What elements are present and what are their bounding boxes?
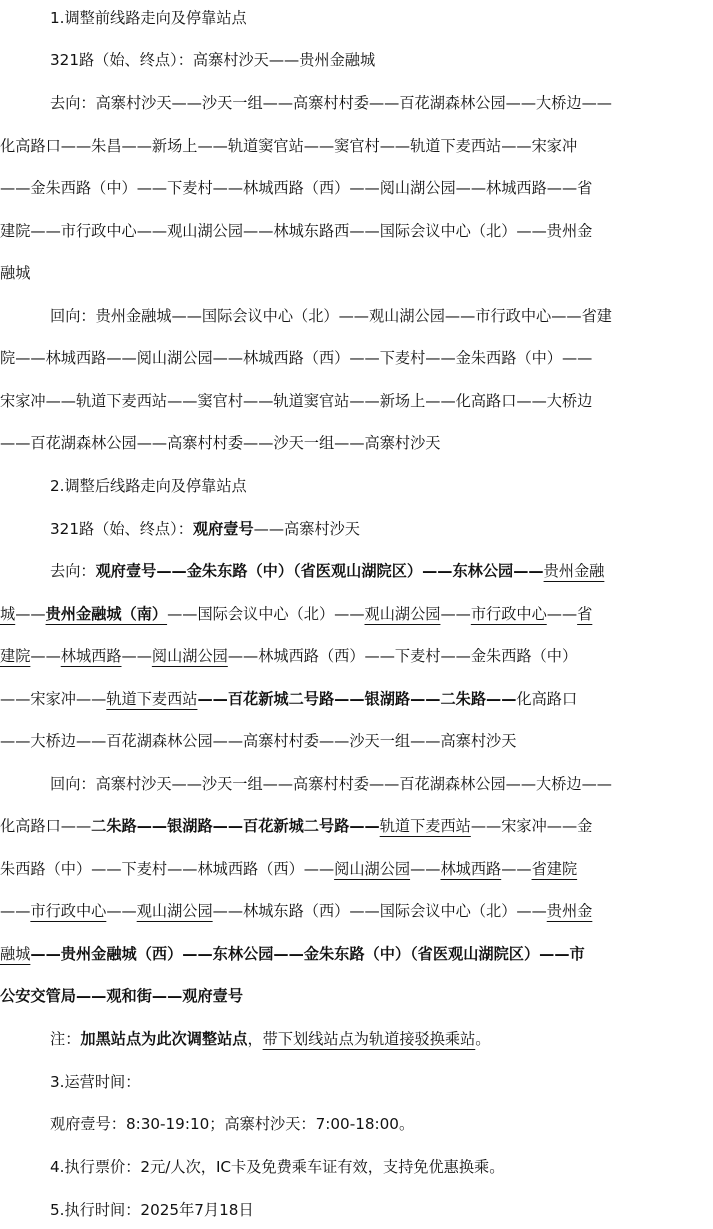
rail-transfer-stop: 市行政中心 <box>30 902 107 920</box>
note-prefix: 注： <box>50 1030 81 1048</box>
before-outbound-line: 建院——市行政中心——观山湖公园——林城东路西——国际会议中心（北）——贵州金 <box>0 222 593 240</box>
operating-heading: 3.运营时间： <box>50 1073 141 1091</box>
rail-transfer-stop: 阅山湖公园 <box>334 860 411 878</box>
after-inbound-line <box>0 854 713 884</box>
terminals-value: 高寨村沙天——贵州金融城 <box>192 51 376 69</box>
effective-date: 5.执行时间：2025年7月18日 <box>50 1201 254 1219</box>
legend-note <box>0 1024 713 1054</box>
rail-transfer-stop: 林城西路 <box>60 647 122 665</box>
section-before-terminals <box>0 45 713 75</box>
terminals-label: 321路（始、终点）： <box>50 520 193 538</box>
after-outbound-line <box>0 641 713 671</box>
before-inbound-line: 宋家冲——轨道下麦西站——窦官村——轨道窦官站——新场上——化高路口——大桥边 <box>0 392 593 410</box>
adjusted-stop: 二朱路——银湖路——百花新城二号路—— <box>91 817 380 835</box>
note-bold-legend: 加黑站点为此次调整站点 <box>80 1030 248 1048</box>
after-outbound-line <box>0 726 713 756</box>
after-inbound-line <box>0 896 713 926</box>
route-text: ——宋家冲—— <box>0 690 107 708</box>
route-text: —— <box>15 605 46 623</box>
before-outbound-line: 化高路口——朱昌——新场上——轨道窦官站——窦官村——轨道下麦西站——宋家冲 <box>0 137 578 155</box>
route-text: ——宋家冲——金 <box>470 817 593 835</box>
route-text: —— <box>440 605 471 623</box>
section-after-heading: 2.调整后线路走向及停靠站点 <box>50 477 247 495</box>
rail-transfer-stop: 融城 <box>0 945 31 963</box>
terminals-label: 321路（始、终点）： <box>50 51 193 69</box>
route-text: 化高路口 <box>516 690 578 708</box>
terminals-rest: ——高寨村沙天 <box>253 520 360 538</box>
before-inbound-line: 院——林城西路——阅山湖公园——林城西路（西）——下麦村——金朱西路（中）—— <box>0 349 593 367</box>
adjusted-stop: ——百花新城二号路——银湖路——二朱路—— <box>197 690 517 708</box>
route-text: —— <box>501 860 532 878</box>
before-outbound-line: 融城 <box>0 264 31 282</box>
adjusted-stop: 观府壹号——金朱东路（中）（省医观山湖院区）——东林公园—— <box>95 562 544 580</box>
before-inbound-line: 回向：贵州金融城——国际会议中心（北）——观山湖公园——市行政中心——省建 <box>50 307 612 325</box>
route-text: —— <box>0 902 31 920</box>
route-text: 朱西路（中）——下麦村——林城西路（西）—— <box>0 860 335 878</box>
before-inbound-line: ——百花湖森林公园——高寨村村委——沙天一组——高寨村沙天 <box>0 434 441 452</box>
before-outbound-line: 去向：高寨村沙天——沙天一组——高寨村村委——百花湖森林公园——大桥边—— <box>50 94 612 112</box>
after-inbound-line <box>0 811 713 841</box>
section-before-heading: 1.调整前线路走向及停靠站点 <box>50 9 247 27</box>
adjusted-stop: ——贵州金融城（西）——东林公园——金朱东路（中）（省医观山湖院区）——市 <box>30 945 585 963</box>
route-text: ——国际会议中心（北）—— <box>167 605 365 623</box>
note-end: 。 <box>475 1030 491 1048</box>
rail-transfer-stop: 观山湖公园 <box>364 605 441 623</box>
rail-transfer-stop: 建院 <box>0 647 31 665</box>
route-text: 化高路口—— <box>0 817 92 835</box>
rail-transfer-stop: 林城西路 <box>440 860 502 878</box>
after-outbound-line <box>0 599 713 629</box>
rail-transfer-stop: 省 <box>577 605 593 623</box>
section-after-terminals <box>0 514 713 544</box>
rail-transfer-stop: 贵州金融 <box>543 562 605 580</box>
after-inbound-line <box>0 769 713 799</box>
rail-transfer-stop: 省建院 <box>531 860 578 878</box>
after-outbound-line <box>0 556 713 586</box>
route-text: ——林城东路（西）——国际会议中心（北）—— <box>212 902 547 920</box>
route-text: 去向： <box>50 562 96 580</box>
route-text: —— <box>546 605 578 623</box>
route-text: ——林城西路（西）——下麦村——金朱西路（中） <box>227 647 578 665</box>
rail-transfer-stop: 贵州金 <box>546 902 593 920</box>
route-text: —— <box>121 647 152 665</box>
rail-transfer-stop: 轨道下麦西站 <box>106 690 198 708</box>
operating-hours: 观府壹号：8:30-19:10；高寨村沙天：7:00-18:00。 <box>50 1115 415 1133</box>
rail-transfer-stop: 轨道下麦西站 <box>379 817 471 835</box>
route-text: —— <box>410 860 441 878</box>
rail-transfer-stop: 市行政中心 <box>470 605 547 623</box>
rail-transfer-stop: 城 <box>0 605 16 623</box>
note-comma: ， <box>247 1030 263 1048</box>
fare-text: 4.执行票价：2元/人次，IC卡及免费乘车证有效，支持免优惠换乘。 <box>50 1158 505 1176</box>
terminals-adjusted-stop: 观府壹号 <box>192 520 254 538</box>
after-inbound-line <box>0 981 713 1011</box>
rail-transfer-stop: 贵州金融城（南） <box>45 605 168 623</box>
route-text: ——大桥边——百花湖森林公园——高寨村村委——沙天一组——高寨村沙天 <box>0 732 517 750</box>
after-inbound-line <box>0 939 713 969</box>
before-outbound-line: ——金朱西路（中）——下麦村——林城西路（西）——阅山湖公园——林城西路——省 <box>0 179 593 197</box>
adjusted-stop: 公安交管局——观和街——观府壹号 <box>0 987 243 1005</box>
route-text: 回向：高寨村沙天——沙天一组——高寨村村委——百花湖森林公园——大桥边—— <box>50 775 612 793</box>
rail-transfer-stop: 阅山湖公园 <box>151 647 228 665</box>
note-underline-legend: 带下划线站点为轨道接驳换乘站 <box>262 1030 476 1048</box>
after-outbound-line <box>0 684 713 714</box>
route-text: —— <box>106 902 137 920</box>
route-text: —— <box>30 647 61 665</box>
rail-transfer-stop: 观山湖公园 <box>136 902 213 920</box>
